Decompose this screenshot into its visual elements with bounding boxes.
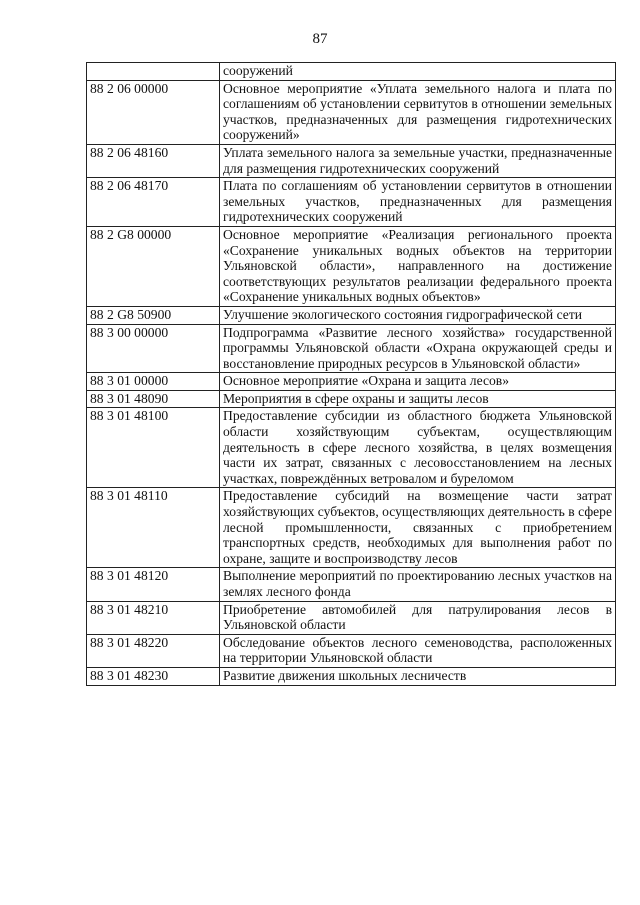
code-cell: 88 2 06 00000 [87,80,220,144]
table-row [87,488,616,568]
code-cell: 88 2 06 48170 [87,178,220,227]
code-cell: 88 2 06 48160 [87,144,220,177]
code-cell: 88 3 00 00000 [87,324,220,373]
table-row [87,324,616,373]
description-cell: Плата по соглашениям об установлении сервитутов в отношении земельных участков, предназначенных для размещения гидротехнических сооружений [220,178,616,227]
code-cell: 88 3 01 00000 [87,373,220,391]
code-cell: 88 3 01 48230 [87,667,220,685]
table-row [87,568,616,601]
description-cell: Основное мероприятие «Уплата земельного налога и плата по соглашениям об установлении сервитутов в отношении земельных участков, предназначенных для размещения гидротехнических сооружений» [220,80,616,144]
description-cell: Развитие движения школьных лесничеств [220,667,616,685]
table-row [87,408,616,488]
description-cell: Предоставление субсидий на возмещение части затрат хозяйствующих субъектов, осуществляющих деятельность в сфере лесной промышленности, связанных с приобретением транспортных средств, необходимых для выполнения работ по охране, защите и воспроизводству лесов [220,488,616,568]
table-row [87,373,616,391]
table-row [87,226,616,306]
code-cell: 88 3 01 48090 [87,390,220,408]
page-number: 87 [312,31,328,47]
description-cell: Подпрограмма «Развитие лесного хозяйства» государственной программы Ульяновской области «Охрана окружающей среды и восстановление природных ресурсов в Ульяновской области» [220,324,616,373]
table-row [87,601,616,634]
table-row [87,667,616,685]
table-row [87,390,616,408]
description-cell: Выполнение мероприятий по проектированию лесных участков на землях лесного фонда [220,568,616,601]
code-cell [87,63,220,81]
table-row [87,144,616,177]
code-cell: 88 2 G8 50900 [87,306,220,324]
description-cell: Основное мероприятие «Реализация регионального проекта «Сохранение уникальных водных объектов на территории Ульяновской области», направленного на достижение соответствующих результатов реализации федерального проекта «Сохранение уникальных водных объектов» [220,226,616,306]
table-row [87,80,616,144]
description-cell: Приобретение автомобилей для патрулирования лесов в Ульяновской области [220,601,616,634]
code-cell: 88 3 01 48100 [87,408,220,488]
code-cell: 88 3 01 48120 [87,568,220,601]
table-row [87,306,616,324]
description-cell: сооружений [220,63,616,81]
code-cell: 88 3 01 48210 [87,601,220,634]
code-cell: 88 3 01 48110 [87,488,220,568]
code-cell: 88 2 G8 00000 [87,226,220,306]
description-cell: Улучшение экологического состояния гидрографической сети [220,306,616,324]
description-cell: Мероприятия в сфере охраны и защиты лесов [220,390,616,408]
budget-classification-table [86,62,616,686]
description-cell: Предоставление субсидии из областного бюджета Ульяновской области хозяйствующим субъектам, осуществляющим деятельность в сфере лесного хозяйства, в целях возмещения части их затрат, связанных с лесовосстановлением на лесных участках, повреждённых ветровалом и буреломом [220,408,616,488]
code-cell: 88 3 01 48220 [87,634,220,667]
table-row [87,634,616,667]
description-cell: Обследование объектов лесного семеноводства, расположенных на территории Ульяновской области [220,634,616,667]
table-row [87,178,616,227]
table-row [87,63,616,81]
description-cell: Уплата земельного налога за земельные участки, предназначенные для размещения гидротехнических сооружений [220,144,616,177]
description-cell: Основное мероприятие «Охрана и защита лесов» [220,373,616,391]
